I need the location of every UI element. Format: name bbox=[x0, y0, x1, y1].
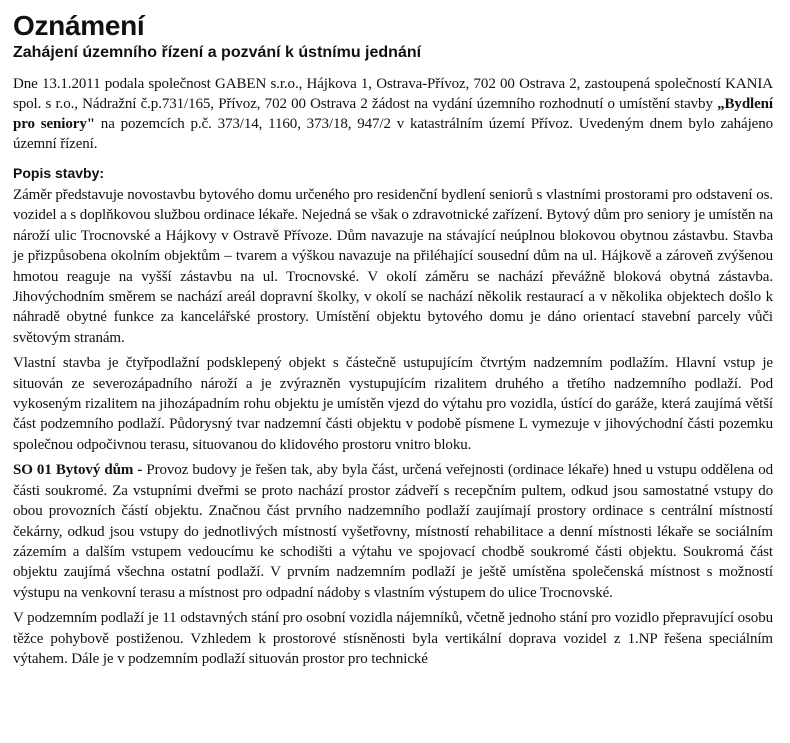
page-title: Oznámení bbox=[13, 10, 145, 41]
so01-label: SO 01 Bytový dům - bbox=[13, 462, 143, 479]
intro-paragraph bbox=[13, 74, 773, 154]
intro-text-after: na pozemcích p.č. 373/14, 1160, 373/18, 947/2 v katastrálním území Přívoz. Uvedeným dnem bylo zahájeno územní řízení. bbox=[13, 116, 773, 152]
description-paragraph-1: Záměr představuje novostavbu bytového domu určeného pro residenční bydlení seniorů s vlastními prostorami pro odstavení os. vozidel a s doplňkovou službou ordinace lékaře. Nejedná se však o zdravotnické zařízení. Bytový dům pro seniory je umístěn na nároží ulic Trocnovské a Hájkovy v Ostravě Přívoze. Dům navazuje na stávající neúplnou blokovou obytnou zástavbu. Stavba je přizpůsobena okolním objektům – tvarem a výškou navazuje na přiléhající sousední dům na ul. Hájkově a zároveň zvýšenou hmotou reaguje na vyšší zástavbu na ul. Trocnovské. V okolí záměru se nachází převážně bloková obytná zástavba. Jihovýchodním směrem se nachází areál dopravní školky, v okolí se nachází několik restaurací a v několika objektech došlo k náhradě obytné funkce za kancelářské prostory. Umístění objektu bytového domu je dáno orientací stavební parcely vůči světovým stranám. bbox=[13, 187, 773, 346]
section-heading: Popis stavby: bbox=[13, 165, 105, 181]
so01-paragraph bbox=[13, 460, 773, 603]
project-name: „Bydlení pro seniory" bbox=[13, 96, 773, 132]
parking-paragraph: V podzemním podlaží je 11 odstavných stání pro osobní vozidla nájemníků, včetně jednoho stání pro vozidlo přepravující osobu těžce pohybově postiženou. Vzhledem k prostorové stísněnosti byla vertikální doprava vozidel z 1.NP řešena speciálním výtahem. Dále je v podzemním podlaží situován prostor pro technické bbox=[13, 610, 773, 667]
intro-text-before: Dne 13.1.2011 podala společnost GABEN s.r.o., Hájkova 1, Ostrava-Přívoz, 702 00 Ostrava 2, zastoupená společností KANIA spol. s r.o., Nádražní č.p.731/165, Přívoz, 702 00 Ostrava 2 žádost na vydání územního rozhodnutí o umístění stavby bbox=[13, 76, 773, 112]
description-paragraph-2: Vlastní stavba je čtyřpodlažní podsklepený objekt s částečně ustupujícím čtvrtým nadzemním podlažím. Hlavní vstup je situován ze severozápadního nároží a je zvýrazněn vystupujícím rizalitem druhého a třetího nadzemního podlaží. Pod vykoseným rizalitem na jihozápadním rohu objektu je umístěn vjezd do výtahu pro vozidla, ústící do garáže, která zaujímá větší část podzemního podlaží. Půdorysný tvar nadzemní části objektu v podobě písmene L vymezuje v jihovýchodní části pozemku společnou odpočivnou terasu, situovanou do klidového prostoru vnitro bloku. bbox=[13, 355, 773, 453]
so01-text: Provoz budovy je řešen tak, aby byla část, určená veřejnosti (ordinace lékaře) hned u vstupu oddělena od části soukromé. Za vstupními dveřmi se proto nachází prostor zádveří s recepčním pultem, odkud jsou samostatné vstupy do obou provozních částí objektu. Značnou část prvního nadzemního podlaží zaujímají prostory ordinace s centrální místností čekárny, odkud jsou vstupy do jednotlivých místností vyšetřovny, místností rehabilitace a denní místnosti lékaře se sociálním zázemím a dalším vstupem vedoucímu ke schodišti a výtahu ve spojovací chodbě soukromé části objektu. Soukromá část objektu zaujímá všechna ostatní podlaží. V prvním nadzemním podlaží je ještě umístěna společenská místnost s možností výstupu na venkovní terasu a místnost pro odpadní nádoby s vlastním výstupem do ulice Trocnovské. bbox=[13, 462, 774, 601]
page-subtitle: Zahájení územního řízení a pozvání k ústnímu jednání bbox=[13, 44, 422, 61]
